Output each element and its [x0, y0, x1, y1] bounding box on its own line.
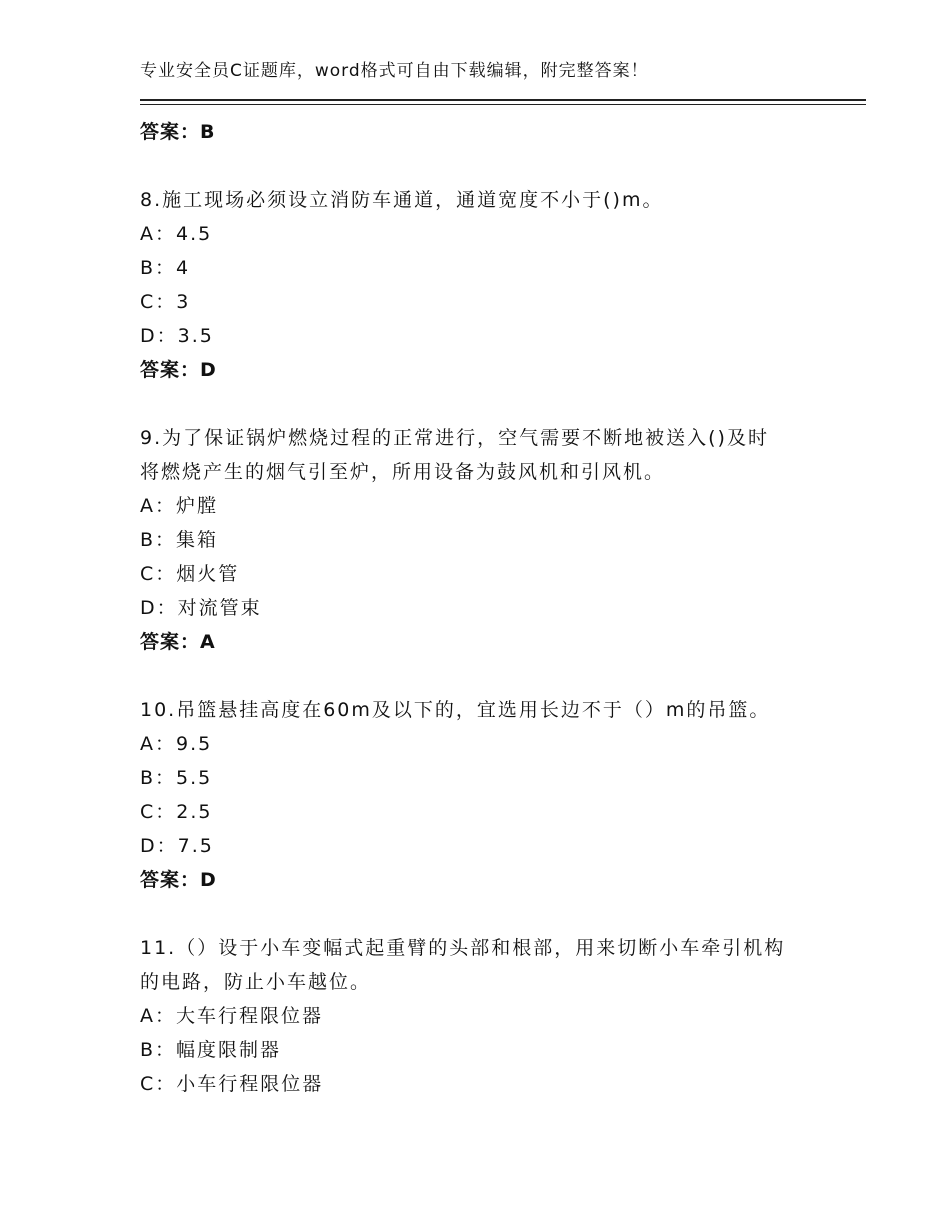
- header-rule-thick: [140, 99, 866, 101]
- option-a: A：炉膛: [140, 495, 218, 517]
- answer: 答案：D: [140, 359, 217, 381]
- spacer: [140, 387, 830, 421]
- page-header: 专业安全员C证题库，word格式可自由下载编辑，附完整答案！: [140, 61, 649, 81]
- question-stem-line-1: 9.为了保证锅炉燃烧过程的正常进行，空气需要不断地被送入()及时: [140, 427, 769, 449]
- question-stem-line-1: 11.（）设于小车变幅式起重臂的头部和根部，用来切断小车牵引机构: [140, 937, 786, 959]
- answer: 答案：A: [140, 631, 216, 653]
- question-11: [140, 931, 830, 1101]
- question-stem-line-2: 的电路，防止小车越位。: [140, 971, 372, 993]
- option-b: B：5.5: [140, 767, 213, 789]
- question-list: [140, 115, 830, 1101]
- option-b: B：幅度限制器: [140, 1039, 282, 1061]
- header-rule-thin: [140, 104, 866, 105]
- question-10: [140, 693, 830, 897]
- spacer: [140, 897, 830, 931]
- option-a: A：4.5: [140, 223, 213, 245]
- question-stem-line-2: 将燃烧产生的烟气引至炉，所用设备为鼓风机和引风机。: [140, 461, 666, 483]
- question-8: [140, 183, 830, 387]
- answer: 答案：D: [140, 869, 217, 891]
- option-a: A：9.5: [140, 733, 213, 755]
- question-9: [140, 421, 830, 659]
- previous-answer: 答案：B: [140, 121, 216, 143]
- option-a: A：大车行程限位器: [140, 1005, 323, 1027]
- spacer: [140, 659, 830, 693]
- option-d: D：对流管束: [140, 597, 262, 619]
- option-b: B：集箱: [140, 529, 219, 551]
- option-c: C：小车行程限位器: [140, 1073, 324, 1095]
- option-b: B：4: [140, 257, 191, 279]
- option-d: D：3.5: [140, 325, 214, 347]
- question-stem: 8.施工现场必须设立消防车通道，通道宽度不小于()m。: [140, 189, 664, 211]
- option-c: C：3: [140, 291, 191, 313]
- option-d: D：7.5: [140, 835, 214, 857]
- question-stem: 10.吊篮悬挂高度在60m及以下的，宜选用长边不于（）m的吊篮。: [140, 699, 771, 721]
- option-c: C：2.5: [140, 801, 213, 823]
- spacer: [140, 149, 830, 183]
- option-c: C：烟火管: [140, 563, 240, 585]
